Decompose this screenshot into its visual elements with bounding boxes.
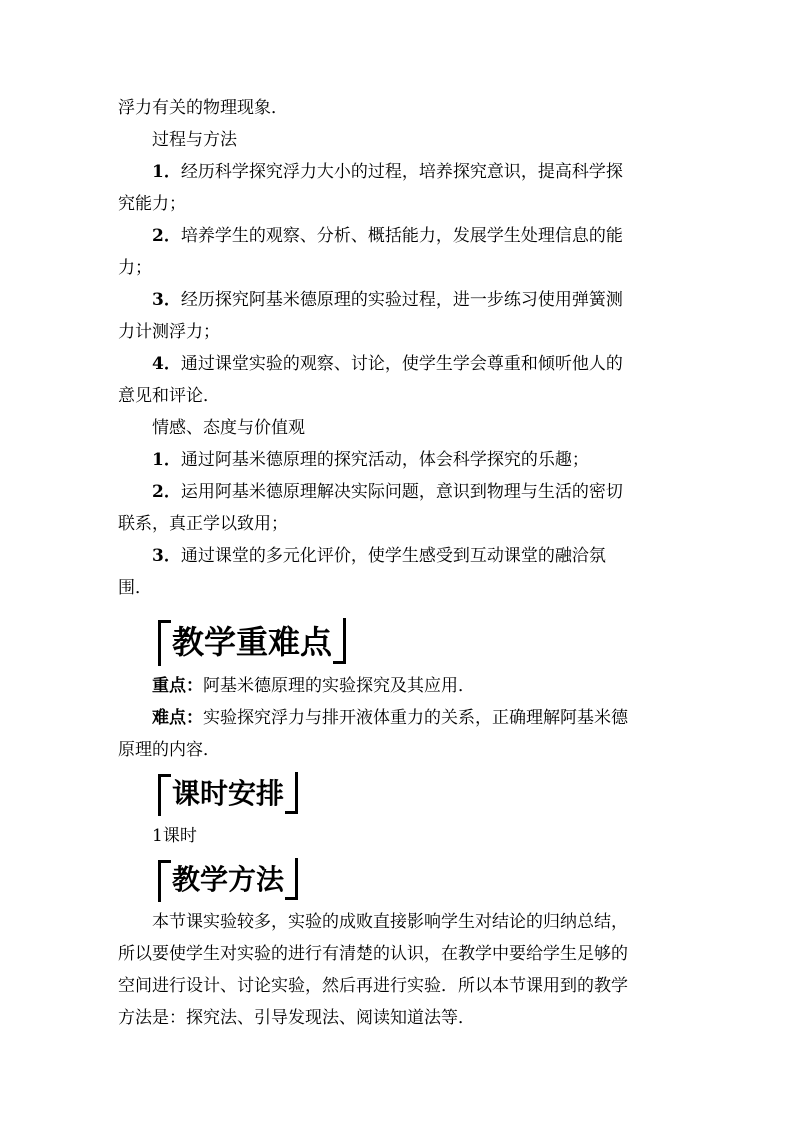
emotion-item-1: 1．通过阿基米德原理的探究活动，体会科学探究的乐趣；: [152, 450, 589, 470]
emotion-heading: 情感、态度与价值观: [152, 418, 305, 438]
emotion-item-2: 2．运用阿基米德原理解决实际问题，意识到物理与生活的密切: [152, 482, 623, 502]
key-points-heading: 教学重难点: [158, 618, 346, 666]
emotion-item-2-cont: 联系，真正学以致用；: [118, 514, 288, 534]
process-item-2-cont: 力；: [118, 258, 152, 278]
continuation-text: 浮力有关的物理现象．: [118, 98, 288, 118]
bracket-right-icon: [285, 772, 298, 814]
key-points-heading-wrap: [118, 618, 680, 666]
method-line-2: 所以要使学生对实验的进行有清楚的认识，在教学中要给学生足够的: [118, 944, 628, 964]
method-line-1: 本节课实验较多，实验的成败直接影响学生对结论的归纳总结，: [152, 912, 628, 932]
key-point-line: 重点：阿基米德原理的实验探究及其应用．: [152, 676, 475, 696]
method-line-4: 方法是：探究法、引导发现法、阅读知道法等．: [118, 1008, 475, 1028]
process-item-3: 3．经历探究阿基米德原理的实验过程，进一步练习使用弹簧测: [152, 290, 623, 310]
process-item-4: 4．通过课堂实验的观察、讨论，使学生学会尊重和倾听他人的: [152, 354, 623, 374]
process-item-3-cont: 力计测浮力；: [118, 322, 220, 342]
process-item-1-cont: 究能力；: [118, 194, 186, 214]
bracket-right-icon: [285, 858, 298, 900]
difficult-point-cont: 原理的内容．: [118, 740, 220, 760]
bracket-left-icon: [158, 620, 171, 666]
method-heading: 教学方法: [158, 858, 298, 902]
document-page: [118, 92, 680, 1034]
schedule-text: 1课时: [152, 826, 197, 846]
emotion-item-3: 3．通过课堂的多元化评价，使学生感受到互动课堂的融洽氛: [152, 546, 606, 566]
process-item-1: 1．经历科学探究浮力大小的过程，培养探究意识，提高科学探: [152, 162, 623, 182]
process-method-heading: 过程与方法: [152, 130, 237, 150]
method-heading-wrap: [118, 858, 680, 902]
bracket-left-icon: [158, 860, 171, 902]
bracket-right-icon: [333, 618, 346, 664]
schedule-heading-wrap: [118, 772, 680, 816]
bracket-left-icon: [158, 774, 171, 816]
emotion-item-3-cont: 围．: [118, 578, 152, 598]
schedule-heading: 课时安排: [158, 772, 298, 816]
difficult-point-line: 难点：实验探究浮力与排开液体重力的关系，正确理解阿基米德: [152, 708, 628, 728]
process-item-2: 2．培养学生的观察、分析、概括能力，发展学生处理信息的能: [152, 226, 623, 246]
method-line-3: 空间进行设计、讨论实验，然后再进行实验．所以本节课用到的教学: [118, 976, 628, 996]
process-item-4-cont: 意见和评论．: [118, 386, 220, 406]
